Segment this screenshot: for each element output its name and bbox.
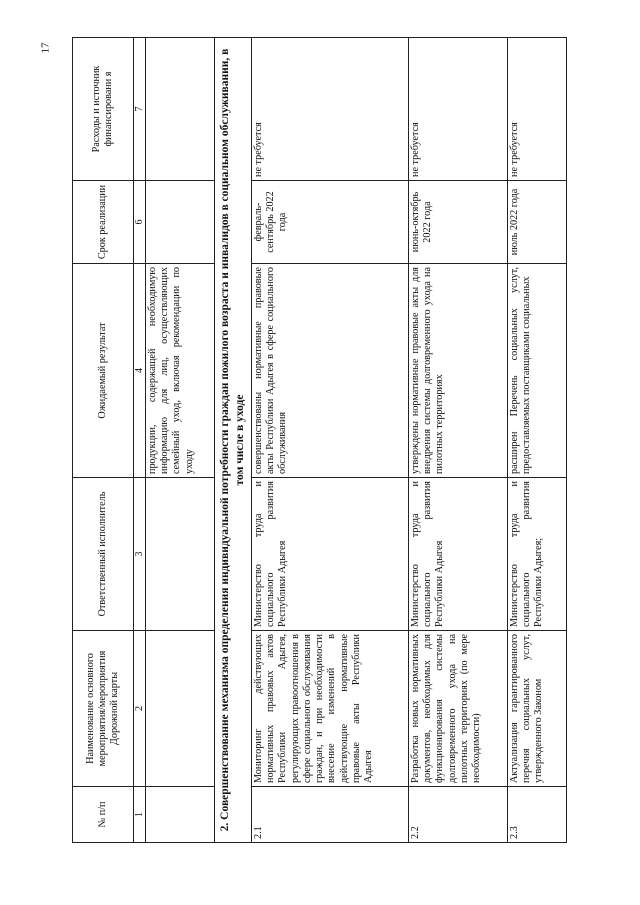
row-result: совершенствованы нормативные правовые акты Республики Адыгея в сфере социального обслуживания <box>252 264 409 478</box>
row-name-cell <box>508 631 567 787</box>
column-number: 4 <box>134 264 146 478</box>
header-result: Ожидаемый результат <box>73 264 134 478</box>
row-result: расширен Перечень социальных услут, предоставляемых поставщиками социальных <box>509 267 533 474</box>
header-cost: Расходы и источник финансировани я <box>73 38 134 181</box>
column-number-row <box>134 38 146 843</box>
row-num: 2.1 <box>252 787 409 843</box>
column-number: 7 <box>134 38 146 181</box>
row-cost: не требуется <box>509 122 520 177</box>
table-row <box>508 38 567 843</box>
column-number: 2 <box>134 631 146 787</box>
row-term: июнь-октябрь 2022 года <box>409 181 508 264</box>
row-cost: не требуется <box>252 38 409 181</box>
continuation-result: продукции, содержащей необходимую информацию для лиц, осуществляющих семейный уход, включая рекомендации по уходу <box>146 264 215 478</box>
row-name: Разработка новых нормативных документов, необходимых для функционирования системы долговременного ухода на пилотных территориях (по мере необходимости) <box>409 631 508 787</box>
row-term: июль 2022 года <box>509 188 520 256</box>
row-name: Актуализация гарантированного перечня социальных услут, утвержденного Законом <box>509 634 545 783</box>
table-row <box>409 38 508 843</box>
empty-cell <box>146 787 215 843</box>
row-executor: Министерство труда и социального развития Республики Адыгея; <box>509 481 545 627</box>
row-cost-cell <box>508 38 567 181</box>
empty-cell <box>146 478 215 631</box>
row-num: 2.3 <box>509 826 520 839</box>
row-name: Мониторинг действующих нормативных правовых актов Республики Адыгея, регулирующих правоотношения в сфере социального обслуживания граждан, и при необходимости внесение изменений в действующие нормативные правовые акты Республики Адыгея <box>252 631 409 787</box>
empty-cell <box>146 38 215 181</box>
row-executor: Министерство труда и социального развития Республики Адыгея <box>252 478 409 631</box>
column-number: 6 <box>134 181 146 264</box>
page-number: 17 <box>39 42 52 54</box>
row-result: утверждены нормативные правовые акты для внедрения системы долговременного ухода на пилотных территориях <box>409 264 508 478</box>
row-term-cell <box>508 181 567 264</box>
row-result-cell <box>508 264 567 478</box>
header-executor: Ответственный исполнитель <box>73 478 134 631</box>
header-name: Наименование основного мероприятия/мероприятия Дорожной карты <box>73 631 134 787</box>
roadmap-table <box>72 37 567 843</box>
row-executor: Министерство труда и социального развития Республики Адыгея <box>409 478 508 631</box>
table-header-row <box>73 38 134 843</box>
section-row <box>215 38 252 843</box>
table-row <box>252 38 409 843</box>
continuation-row <box>146 38 215 843</box>
section-title: 2. Совершенствование механизма определения индивидуальной потребности граждан пожилого возраста и инвалидов в социальном обслуживании, в том числе в уходе <box>215 38 252 843</box>
row-num: 2.2 <box>409 787 508 843</box>
row-cost: не требуется <box>409 38 508 181</box>
column-number: 1 <box>134 787 146 843</box>
row-executor-cell <box>508 478 567 631</box>
column-number: 3 <box>134 478 146 631</box>
header-term: Срок реализации <box>73 181 134 264</box>
row-term: февраль-сентябрь 2022 года <box>252 181 409 264</box>
rotated-page <box>72 38 610 843</box>
row-num-cell <box>508 787 567 843</box>
empty-cell <box>146 631 215 787</box>
header-num: № п/п <box>73 787 134 843</box>
empty-cell <box>146 181 215 264</box>
